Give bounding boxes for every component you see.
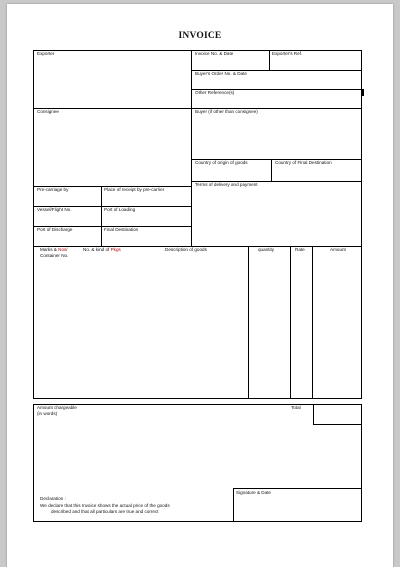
label-buyers-order: Buyer's Order No. & Date bbox=[195, 71, 247, 76]
label-marks-nos bbox=[40, 247, 68, 253]
signature-divider bbox=[233, 488, 234, 522]
label-container-no: Container No. bbox=[40, 253, 69, 258]
label-exporter: Exporter bbox=[37, 51, 55, 56]
label-port-discharge: Port of Discharge bbox=[37, 227, 73, 232]
label-port-loading: Port of Loading bbox=[104, 207, 136, 212]
label-declaration-line2: described and that all particulars are true and correct bbox=[51, 509, 159, 514]
invoice-ref-divider bbox=[269, 50, 270, 70]
goods-col-desc-divider bbox=[248, 246, 249, 399]
marks-text: Marks & bbox=[40, 247, 59, 252]
label-exporters-ref: Exporter's Ref. bbox=[272, 51, 303, 56]
label-buyer-other: Buyer (if other than consignee) bbox=[195, 109, 258, 114]
rule-total bbox=[313, 424, 362, 425]
label-pre-carriage: Pre-carriage by bbox=[37, 187, 69, 192]
goods-col-qty-divider bbox=[290, 246, 291, 399]
label-invoice-no-date: Invoice No. & Date bbox=[195, 51, 234, 56]
label-amount-chargeable: Amount chargeable bbox=[37, 405, 77, 410]
marks-slash-text: / bbox=[66, 247, 68, 252]
text-cursor-icon bbox=[362, 89, 364, 96]
label-signature-date: Signature & Date bbox=[236, 490, 271, 495]
label-declaration-line1: We declare that this Invoice shows the actual price of the goods bbox=[40, 503, 170, 508]
label-no-kind-pkgs bbox=[83, 247, 121, 253]
upper-column-divider bbox=[191, 50, 192, 246]
label-terms-delivery: Terms of delivery and payment bbox=[195, 182, 258, 187]
label-consignee: Consignee bbox=[37, 109, 59, 114]
label-place-receipt: Place of receipt by pre-carrier bbox=[104, 187, 165, 192]
label-amount: Amount bbox=[330, 247, 346, 252]
label-description-goods: Description of goods bbox=[165, 247, 207, 252]
total-divider bbox=[313, 404, 314, 424]
marks-nos-text: Nos bbox=[58, 247, 67, 252]
label-total: Total bbox=[291, 405, 301, 410]
label-declaration-title: Declaration : bbox=[40, 496, 66, 501]
goods-col-rate-divider bbox=[312, 246, 313, 399]
label-vessel-flight: Vessel/Flight No. bbox=[37, 207, 72, 212]
label-country-destination: Country of Final Destination bbox=[275, 160, 332, 165]
label-in-words: (in words) bbox=[37, 411, 58, 416]
label-rate: Rate bbox=[295, 247, 305, 252]
label-other-references: Other Reference(s) bbox=[195, 90, 235, 95]
invoice-title: INVOICE bbox=[178, 31, 222, 41]
country-divider bbox=[271, 159, 272, 181]
label-country-origin: Country of origin of goods bbox=[195, 160, 248, 165]
label-final-destination: Final Destination bbox=[104, 227, 139, 232]
no-kind-pkgs-text: Pkgs bbox=[110, 247, 121, 252]
label-quantity: quantity bbox=[258, 247, 275, 252]
no-kind-text: No. & kind of bbox=[83, 247, 111, 252]
rule-signature bbox=[233, 488, 362, 489]
carriage-divider bbox=[101, 186, 102, 246]
